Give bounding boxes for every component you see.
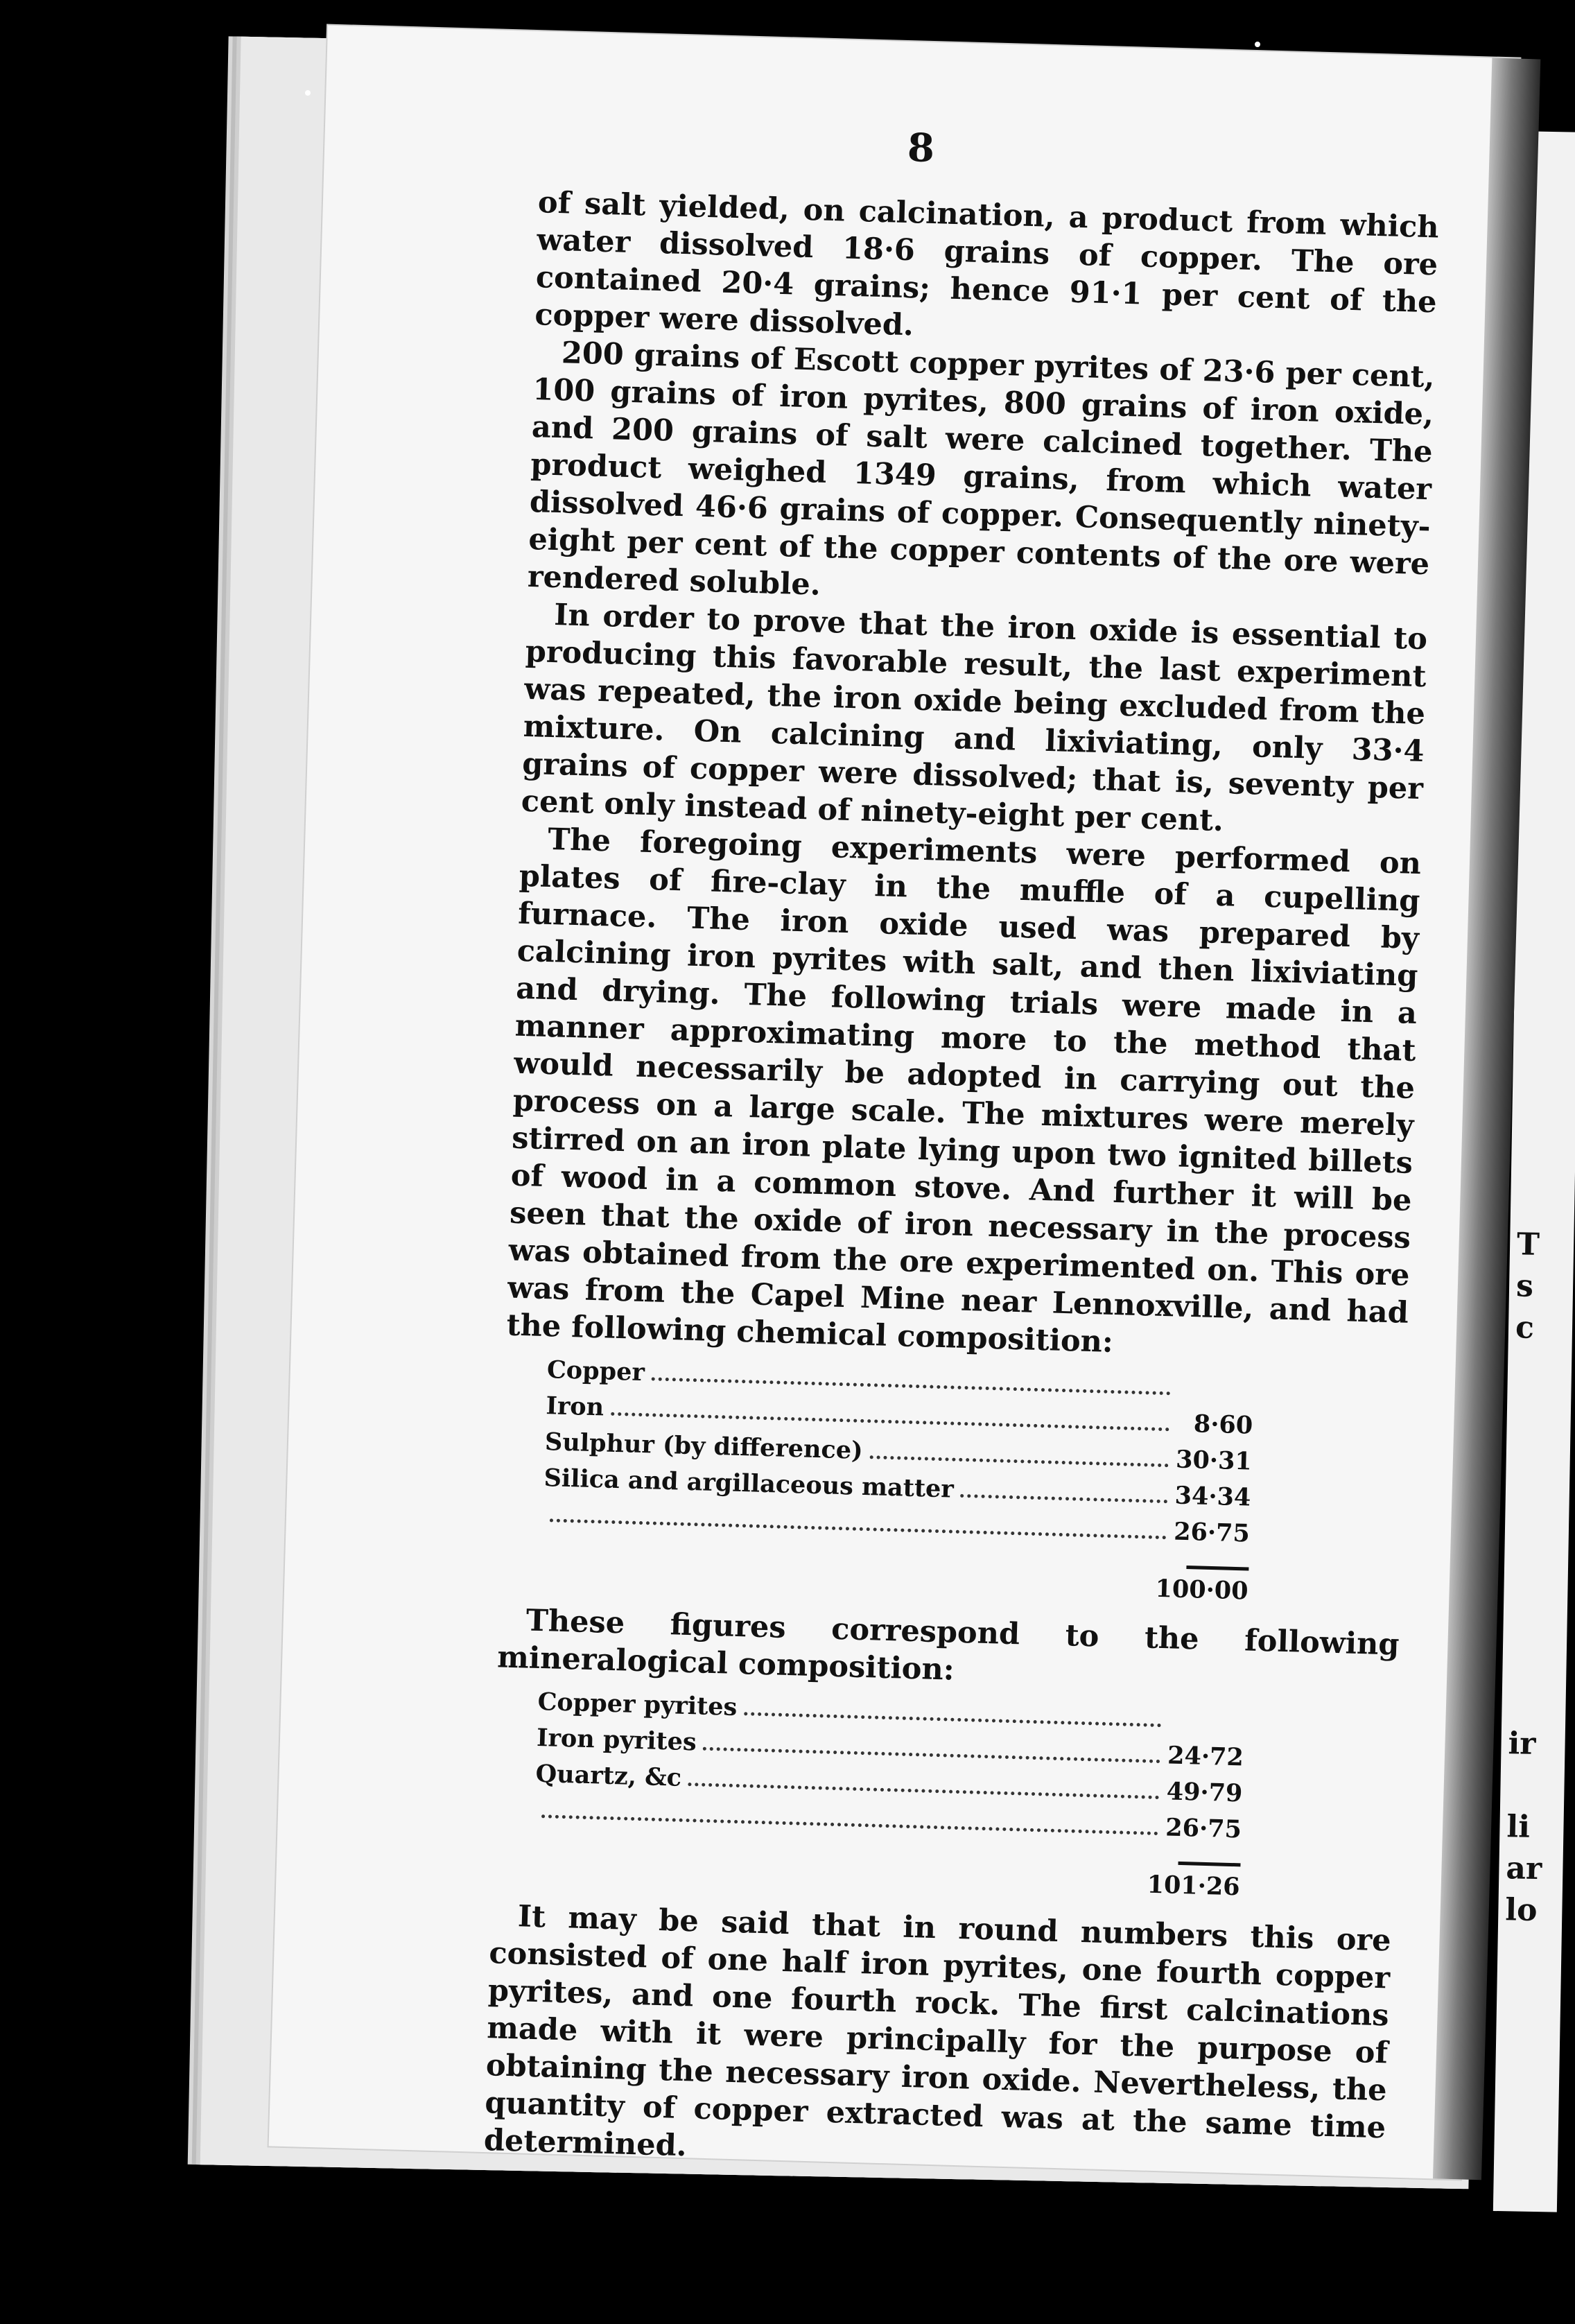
row-value: 24·72 xyxy=(1167,1741,1244,1772)
row-value: 8·60 xyxy=(1193,1410,1253,1440)
table-total: 100·00 xyxy=(1155,1574,1249,1606)
next-page-fragment: ir xyxy=(1508,1726,1536,1762)
dot-leader xyxy=(541,1814,1158,1835)
dot-leader xyxy=(960,1494,1167,1503)
row-label: Copper pyrites xyxy=(537,1687,738,1722)
row-value: 26·75 xyxy=(1173,1517,1251,1548)
next-page-fragment: ar xyxy=(1506,1850,1542,1887)
table-total: 101·26 xyxy=(1147,1870,1241,1902)
paragraph: It may be said that in round numbers this ore consisted of one half iron pyrites, one fourth copper pyrites, and one fourth rock. The first calcinations made with it were principally for the purpose of obtaining the necessary iron oxide. Nevertheless, the quantity of copper extracted was at the same time determined. xyxy=(483,1899,1392,2164)
book-page xyxy=(269,26,1520,2180)
scan-speck xyxy=(305,90,311,96)
row-value: 30·31 xyxy=(1175,1445,1253,1476)
row-value: 49·79 xyxy=(1166,1777,1243,1808)
row-label: Iron xyxy=(546,1391,604,1422)
paragraph: The foregoing experiments were performed on plates of fire-clay in the muffle of a cupelling furnace. The iron oxide used was prepared by calcining iron pyrites with salt, and then lixiviating and drying. The following trials were made in a manner approximating more to the method that would necessarily be adopted in carrying out the process on a large scale. The mixtures were merely stirred on an iron plate lying upon two ignited billets of wood in a common stove. And further it will be seen that the oxide of iron necessary in the process was obtained from the ore experimented on. This ore was from the Capel Mine near Lennoxville, and had the following chemical composition: xyxy=(506,822,1422,1360)
next-page-fragment: li xyxy=(1506,1809,1531,1845)
paragraph: of salt yielded, on calcination, a product from which water dissolved 18·6 grains of copper. The ore contained 20·4 grains; hence 91·1 per cent of the copper were dissolved. xyxy=(534,185,1440,343)
dot-leader xyxy=(744,1712,1161,1727)
next-page-fragment: c xyxy=(1515,1310,1535,1346)
next-page-fragment: s xyxy=(1515,1268,1534,1304)
chemical-composition-table xyxy=(541,1352,1254,1609)
next-page-fragment: lo xyxy=(1504,1892,1538,1929)
next-page-fragment: T xyxy=(1516,1226,1540,1263)
paragraph: These figures correspond to the following mineralogical composition: xyxy=(496,1603,1400,1688)
mineralogical-composition-table xyxy=(532,1684,1245,1905)
body-text xyxy=(483,184,1439,2184)
row-label: Iron pyrites xyxy=(536,1723,697,1757)
dot-leader xyxy=(550,1518,1167,1539)
paragraph: 200 grains of Escott copper pyrites of 23·6 per cent, 100 grains of iron pyrites, 800 grains of iron oxide, and 200 grains of salt were calcined together. The product weighed 1349 grains, from which water dissolved 46·6 grains of copper. Consequently ninety-eight per cent of the copper contents of the ore were rendered soluble. xyxy=(527,336,1436,602)
sum-rule xyxy=(1178,1862,1240,1867)
row-label: Silica and argillaceous matter xyxy=(543,1464,955,1504)
row-value xyxy=(1168,1727,1244,1729)
row-label: Quartz, &c xyxy=(535,1759,682,1792)
dot-leader xyxy=(652,1377,1171,1395)
scan-speck xyxy=(1255,42,1260,47)
dot-leader xyxy=(688,1783,1159,1799)
dot-leader xyxy=(869,1455,1168,1467)
dot-leader xyxy=(703,1747,1160,1763)
row-value: 26·75 xyxy=(1165,1813,1242,1844)
row-value: 34·34 xyxy=(1174,1481,1251,1512)
page-number: 8 xyxy=(907,125,935,172)
row-label: Copper xyxy=(546,1355,645,1387)
row-value xyxy=(1177,1396,1253,1398)
row-label: Sulphur (by difference) xyxy=(544,1428,864,1465)
sum-rule xyxy=(1186,1566,1248,1571)
paragraph: In order to prove that the iron oxide is essential to producing this favorable result, the last experiment was repeated, the iron oxide being excluded from the mixture. On calcining and lixiviating, only 33·4 grains of copper were dissolved; that is, seventy per cent only instead of ninety-eight per cent. xyxy=(521,598,1428,839)
